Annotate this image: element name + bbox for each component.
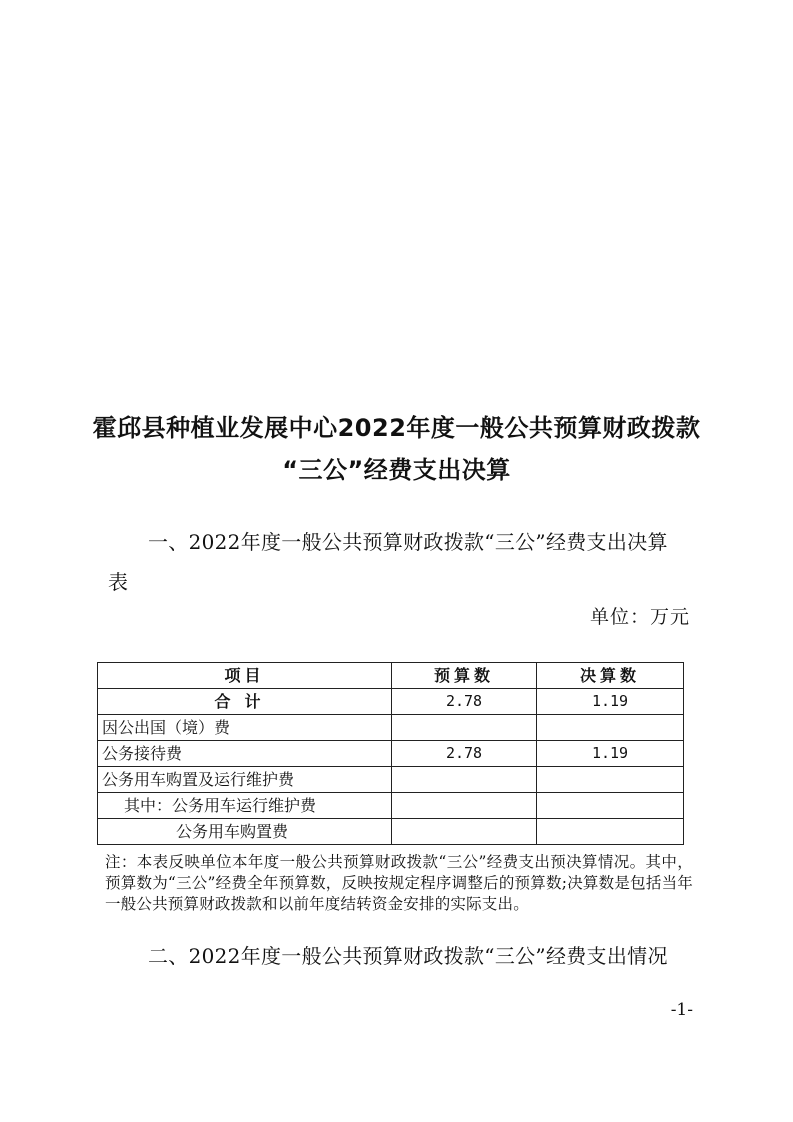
section-2-heading: 二、2022年度一般公共预算财政拨款“三公”经费支出情况 xyxy=(148,944,668,968)
row-budget: 2.78 xyxy=(392,689,537,715)
table-row xyxy=(98,741,684,767)
row-final xyxy=(537,793,684,819)
header-item: 项目 xyxy=(98,663,392,689)
table-row xyxy=(98,793,684,819)
table-row xyxy=(98,819,684,845)
row-budget xyxy=(392,793,537,819)
header-budget: 预算数 xyxy=(392,663,537,689)
table-note: 注：本表反映单位本年度一般公共预算财政拨款“三公”经费支出预决算情况。其中，预算数为“三公”经费全年预算数，反映按规定程序调整后的预算数;决算数是包括当年一般公共预算财政拨款和以前年度结转资金安排的实际支出。 xyxy=(105,853,693,913)
header-final: 决算数 xyxy=(537,663,684,689)
row-final xyxy=(537,767,684,793)
row-budget xyxy=(392,819,537,845)
row-item: 公务接待费 xyxy=(98,741,392,767)
unit-label: 单位：万元 xyxy=(589,606,690,628)
section-1-heading-continued: 表 xyxy=(108,570,129,594)
table-row-total xyxy=(98,689,684,715)
row-item: 公务用车购置费 xyxy=(98,819,392,845)
row-final: 1.19 xyxy=(537,689,684,715)
document-title-line-1: 霍邱县种植业发展中心2022年度一般公共预算财政拨款 xyxy=(92,414,701,442)
table-row xyxy=(98,767,684,793)
document-title-line-2: “三公”经费支出决算 xyxy=(282,456,511,484)
row-budget xyxy=(392,715,537,741)
table-header-row xyxy=(98,663,684,689)
row-final: 1.19 xyxy=(537,741,684,767)
table-row xyxy=(98,715,684,741)
row-item: 其中：公务用车运行维护费 xyxy=(98,793,392,819)
page-number: -1- xyxy=(670,1000,693,1020)
row-item: 因公出国（境）费 xyxy=(98,715,392,741)
row-final xyxy=(537,819,684,845)
row-final xyxy=(537,715,684,741)
row-item: 公务用车购置及运行维护费 xyxy=(98,767,392,793)
row-budget xyxy=(392,767,537,793)
row-budget: 2.78 xyxy=(392,741,537,767)
three-public-expenses-table xyxy=(97,662,684,845)
section-1-heading: 一、2022年度一般公共预算财政拨款“三公”经费支出决算 xyxy=(148,530,668,554)
row-item: 合计 xyxy=(98,689,392,715)
